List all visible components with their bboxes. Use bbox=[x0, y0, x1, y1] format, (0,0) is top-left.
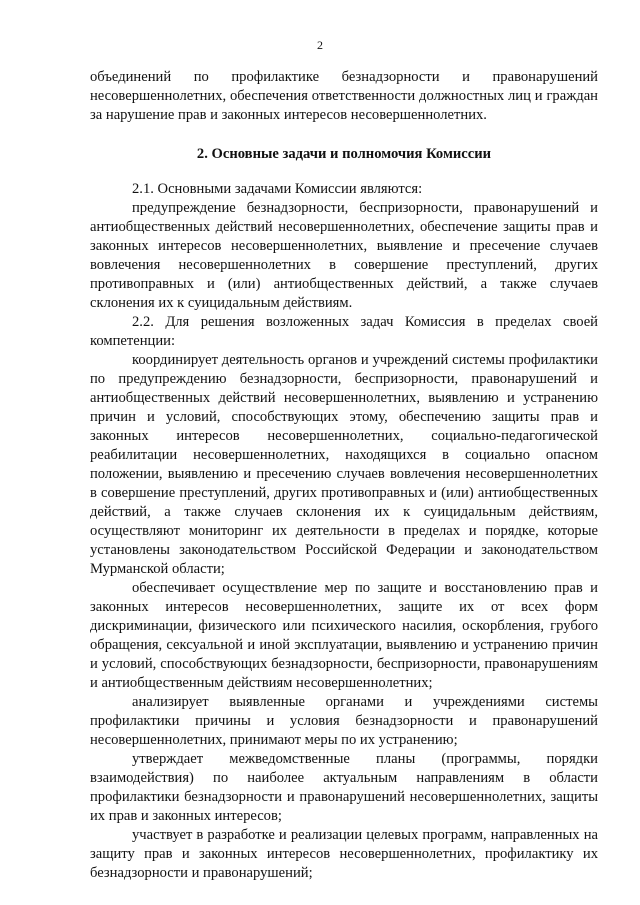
section-heading: 2. Основные задачи и полномочия Комиссии bbox=[196, 146, 492, 162]
paragraph-ensures: обеспечивает осуществление мер по защите и восстановлению прав и законных интересов несовершеннолетних, защите их от всех форм дискриминации, физического или психического насилия, оскорбления, грубого обращения, сексуальной и иной эксплуатации, выявлению и устранению причин и условий, способствующих безнадзорности, беспризорности, правонарушениям и антиобщественным действиям несовершеннолетних; bbox=[90, 580, 598, 691]
paragraph-coordinates: координирует деятельность органов и учреждений системы профилактики по предупреждению безнадзорности, беспризорности, правонарушений и антиобщественных действий несовершеннолетних, выявлению и устранению причин и условий, способствующих этому, обеспечению защиты прав и законных интересов несовершеннолетних, социально-педагогической реабилитации несовершеннолетних, находящихся в социально опасном положении, выявлению и пресечению случаев вовлечения несовершеннолетних в совершение преступлений, других противоправных и (или) антиобщественных действий, а также случаев склонения их к суицидальным действиям, осуществляют мониторинг их деятельности в пределах и порядке, которые установлены законодательством Российской Федерации и законодательством Мурманской области; bbox=[90, 352, 598, 577]
paragraph-2-2: 2.2. Для решения возложенных задач Комиссия в пределах своей компетенции: bbox=[90, 314, 598, 349]
document-body bbox=[90, 68, 598, 883]
paragraph-approves: утверждает межведомственные планы (программы, порядки взаимодействия) по наиболее актуальным направлениям в области профилактики безнадзорности и правонарушений несовершеннолетних, защиты их прав и законных интересов; bbox=[90, 751, 598, 824]
paragraph-2-1-tasks: предупреждение безнадзорности, беспризорности, правонарушений и антиобщественных действий несовершеннолетних, обеспечение защиты прав и законных интересов несовершеннолетних, выявление и пресечение случаев вовлечения несовершеннолетних в совершение преступлений, других противоправных и (или) антиобщественных действий, а также случаев склонения их к суицидальным действиям. bbox=[90, 200, 598, 311]
paragraph-participates: участвует в разработке и реализации целевых программ, направленных на защиту прав и законных интересов несовершеннолетних, профилактику их безнадзорности и правонарушений; bbox=[90, 827, 598, 881]
intro-paragraph: объединений по профилактике безнадзорности и правонарушений несовершеннолетних, обеспечения ответственности должностных лиц и граждан за нарушение прав и законных интересов несовершеннолетних. bbox=[90, 69, 598, 123]
paragraph-analyzes: анализирует выявленные органами и учреждениями системы профилактики причины и условия безнадзорности и правонарушений несовершеннолетних, принимают меры по их устранению; bbox=[90, 694, 598, 748]
paragraph-2-1: 2.1. Основными задачами Комиссии являются: bbox=[132, 181, 423, 197]
page-number: 2 bbox=[317, 38, 323, 52]
